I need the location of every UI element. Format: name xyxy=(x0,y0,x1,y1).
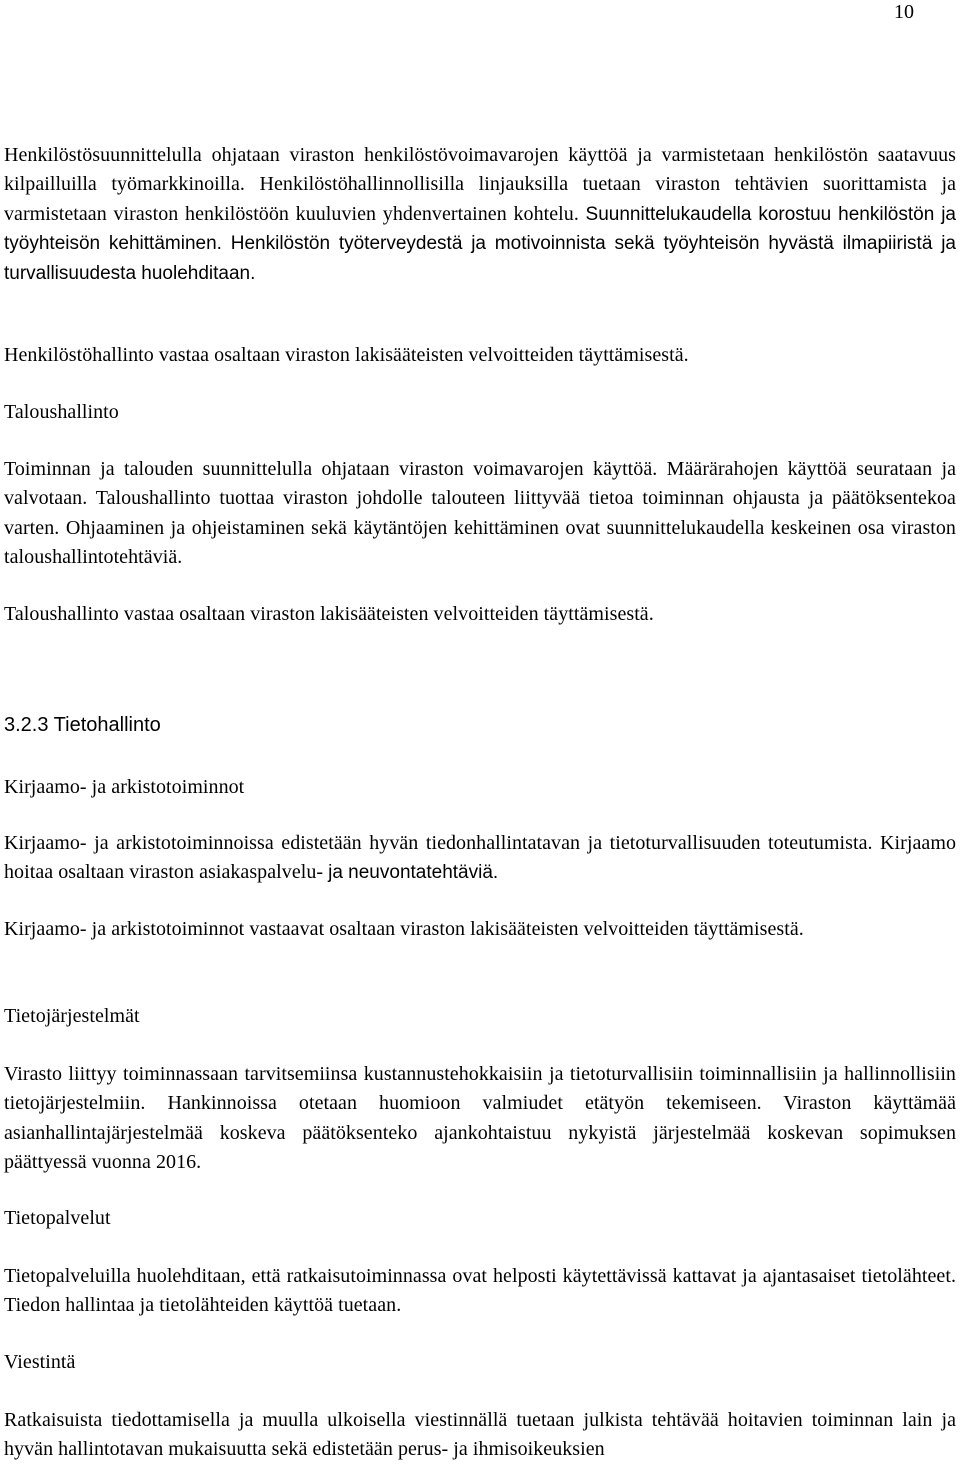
heading-tietopalvelut: Tietopalvelut xyxy=(4,1207,111,1229)
paragraph-text-sans: ja neuvontatehtäviä. xyxy=(328,862,499,884)
page-number: 10 xyxy=(894,1,914,23)
heading-viestinta: Viestintä xyxy=(4,1351,76,1373)
paragraph-henkilostohallinto-vastaa: Henkilöstöhallinto vastaa osaltaan viraston lakisääteisten velvoitteiden täyttämisestä. xyxy=(4,344,689,366)
paragraph-kirjaamo-toiminnot xyxy=(4,829,956,888)
paragraph-tietojarjestelmat: Virasto liittyy toiminnassaan tarvitsemiinsa kustannustehokkaisiin ja tietoturvallisiin toiminnallisiin ja hallinnollisiin tietojärjestelmiin. Hankinnoissa otetaan huomioon valmiudet etätyön tekemiseen. Viraston käyttämää asianhallintajärjestelmää koskeva päätöksenteko ajankohtaistuu nykyistä järjestelmää koskevan sopimuksen päättyessä vuonna 2016. xyxy=(4,1063,956,1174)
paragraph-kirjaamo-vastaavat: Kirjaamo- ja arkistotoiminnot vastaavat osaltaan viraston lakisääteisten velvoitteiden täyttämisestä. xyxy=(4,918,804,940)
heading-tietojarjestelmat: Tietojärjestelmät xyxy=(4,1005,140,1027)
paragraph-text-sans: Suunnittelukaudella korostuu henkilöstön ja työyhteisön kehittäminen. Henkilöstön työterveydestä ja motivoinnista sekä työyhteisön hyvästä ilmapiiristä ja turvallisuudesta huolehditaan. xyxy=(4,203,956,284)
paragraph-henkilostosuunnittelu xyxy=(4,141,956,288)
heading-taloushallinto: Taloushallinto xyxy=(4,401,119,423)
paragraph-text-serif: Henkilöstösuunnittelulla ohjataan viraston henkilöstövoimavarojen käyttöä ja varmistetaan henkilöstön saatavuus kilpailluilla työmarkkinoilla. Henkilöstöhallinnollisilla linjauksilla tuetaan viraston tehtävien suorittamista ja varmistetaan viraston henkilöstöön kuuluvien yhdenvertainen kohtelu. xyxy=(4,144,956,225)
paragraph-viestinta: Ratkaisuista tiedottamisella ja muulla ulkoisella viestinnällä tuetaan julkista tehtävää hoitavien toiminnan lain ja hyvän hallintotavan mukaisuutta sekä edistetään perus- ja ihmisoikeuksien xyxy=(4,1409,956,1461)
paragraph-taloushallinto-vastaa: Taloushallinto vastaa osaltaan viraston lakisääteisten velvoitteiden täyttämisestä. xyxy=(4,603,654,625)
paragraph-tietopalvelut: Tietopalveluilla huolehditaan, että ratkaisutoiminnassa ovat helposti käytettävissä kattavat ja ajantasaiset tietolähteet. Tiedon hallintaa ja tietolähteiden käyttöä tuetaan. xyxy=(4,1265,956,1317)
heading-kirjaamo: Kirjaamo- ja arkistotoiminnot xyxy=(4,776,245,798)
paragraph-text-serif: Kirjaamo- ja arkistotoiminnoissa edistetään hyvän tiedonhallintatavan ja tietoturvallisuuden toteutumista. Kirjaamo hoitaa osaltaan viraston asiakaspalvelu- xyxy=(4,832,956,884)
section-heading-tietohallinto: 3.2.3 Tietohallinto xyxy=(4,714,161,736)
paragraph-toiminnan-suunnittelu: Toiminnan ja talouden suunnittelulla ohjataan viraston voimavarojen käyttöä. Määrärahojen käyttöä seurataan ja valvotaan. Taloushallinto tuottaa viraston johdolle talouteen liittyvää tietoa toiminnan ohjausta ja päätöksentekoa varten. Ohjaaminen ja ohjeistaminen sekä käytäntöjen kehittäminen ovat suunnittelukaudella keskeinen osa viraston taloushallintotehtäviä. xyxy=(4,458,956,569)
